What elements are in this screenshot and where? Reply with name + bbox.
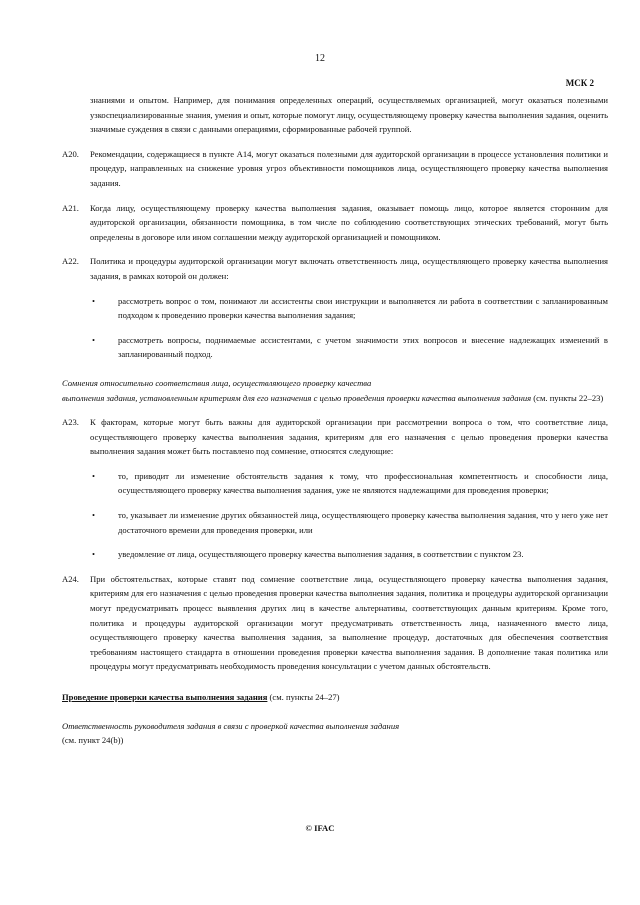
bullet-icon: • <box>92 334 96 345</box>
list-item <box>62 469 608 498</box>
paragraph-a21 <box>62 201 608 245</box>
list-item-text: рассмотреть вопросы, поднимаемые ассистентами, с учетом значимости этих вопросов и внесение надлежащих изменений в запланированный подход. <box>118 334 608 360</box>
list-item-text: уведомление от лица, осуществляющего проверку качества выполнения задания, в соответствии с пунктом 23. <box>118 549 524 560</box>
paragraph-number: A20. <box>62 148 79 159</box>
paragraph-text: Политика и процедуры аудиторской организации могут включать ответственность лица, осуществляющего проверку качества выполнения задания, в рамках которой он должен: <box>90 256 608 281</box>
section-subheading-responsibility <box>62 719 608 748</box>
list-item <box>62 333 608 362</box>
paragraph-a23 <box>62 415 608 459</box>
list-item-text: то, приводит ли изменение обстоятельств задания к тому, что профессиональная компетентность и способности лица, осуществляющего проверку качества выполнения задания, уже не являются надлежащими для проведения проверки; <box>118 470 608 496</box>
paragraph-number: A23. <box>62 417 79 428</box>
paragraph-text: К факторам, которые могут быть важны для аудиторской организации при рассмотрении вопроса о том, что соответствие лица, осуществляющего проверку качества выполнения задания, критериям для его назначения с целью проведения проверки качества выполнения задания может быть поставлено под сомнение, относятся следующие: <box>90 417 608 457</box>
paragraph-a24 <box>62 572 608 674</box>
list-item <box>62 508 608 537</box>
paragraph-number: A22. <box>62 256 79 267</box>
heading-reference: (см. пункты 24–27) <box>267 692 340 702</box>
list-item-text: рассмотреть вопрос о том, понимают ли ассистенты свои инструкции и выполняется ли работа в соответствии с запланированным подходом к проведению проверки качества выполнения задания; <box>118 295 608 321</box>
subheading-reference: (см. пункты 22–23) <box>531 392 604 403</box>
document-body <box>62 93 608 748</box>
section-subheading-doubts <box>62 376 608 405</box>
subheading-line-2: выполнения задания, установленным критериям для его назначения с целью проведения проверки качества выполнения задания <box>62 392 532 403</box>
bullet-icon: • <box>92 295 96 306</box>
page-number: 12 <box>315 53 325 64</box>
paragraph-number: A24. <box>62 573 79 584</box>
paragraph-text: При обстоятельствах, которые ставят под сомнение соответствие лица, осуществляющего проверку качества выполнения задания, критериям для его назначения с целью проведения проверки качества выполнения задания, политика и процедуры аудиторской организации могут предусматривать процесс выявления других лиц в качестве альтернативы, соответствующих данным критериям. Кроме того, политика и процедуры аудиторской организации могут предусматривать ответственность лица, назначенного вместо лица, осуществляющего проверку качества выполнения задания, за выполнение процедур, достаточных для обеспечения соответствия требованиям настоящего стандарта в отношении проведения проверки качества выполнения задания. В дополнение такая политика или процедуры могут предусматривать необходимость проведения консультации с учетом данных обстоятельств. <box>90 573 608 672</box>
heading-title: Проведение проверки качества выполнения задания <box>62 692 268 702</box>
bullet-icon: • <box>92 470 96 481</box>
section-heading-conduct <box>62 690 608 705</box>
subheading-title: Ответственность руководителя задания в связи с проверкой качества выполнения задания <box>62 720 400 731</box>
paragraph-text: Когда лицу, осуществляющему проверку качества выполнения задания, оказывает помощь лицо, которое является сторонним для аудиторской организации, обязанности помощника, в том числе по соблюдению соответствующих этических требований, могут быть определены в договоре или ином соглашении между аудиторской организацией и помощником. <box>90 202 608 242</box>
subheading-reference: (см. пункт 24(b)) <box>62 735 124 746</box>
intro-paragraph: знаниями и опытом. Например, для понимания определенных операций, осуществляемых организацией, могут оказаться полезными узкоспециализированные знания, умения и опыт, которые помогут лицу, осуществляющему проверку качества выполнения задания, оценить значимые суждения в связи с данными операциями, сформированные рабочей группой. <box>90 95 608 135</box>
paragraph-a20 <box>62 147 608 191</box>
bullet-icon: • <box>92 549 96 560</box>
subheading-line-1: Сомнения относительно соответствия лица, осуществляющего проверку качества <box>62 377 372 388</box>
list-item <box>62 294 608 323</box>
document-code: МСК 2 <box>565 78 594 88</box>
copyright-footer: © IFAC <box>305 823 335 833</box>
list-item-text: то, указывает ли изменение других обязанностей лица, осуществляющего проверку качества выполнения задания, что у него уже нет достаточного времени для проведения проверки, или <box>118 510 608 535</box>
paragraph-text: Рекомендации, содержащиеся в пункте A14, могут оказаться полезными для аудиторской организации в процессе установления политики и процедур, направленных на снижение уровня угроз объективности помощников лица, осуществляющего проверку качества выполнения задания. <box>90 148 608 188</box>
paragraph-number: A21. <box>62 202 79 213</box>
bullet-icon: • <box>92 510 96 521</box>
paragraph-a22 <box>62 254 608 283</box>
list-item <box>62 547 608 562</box>
